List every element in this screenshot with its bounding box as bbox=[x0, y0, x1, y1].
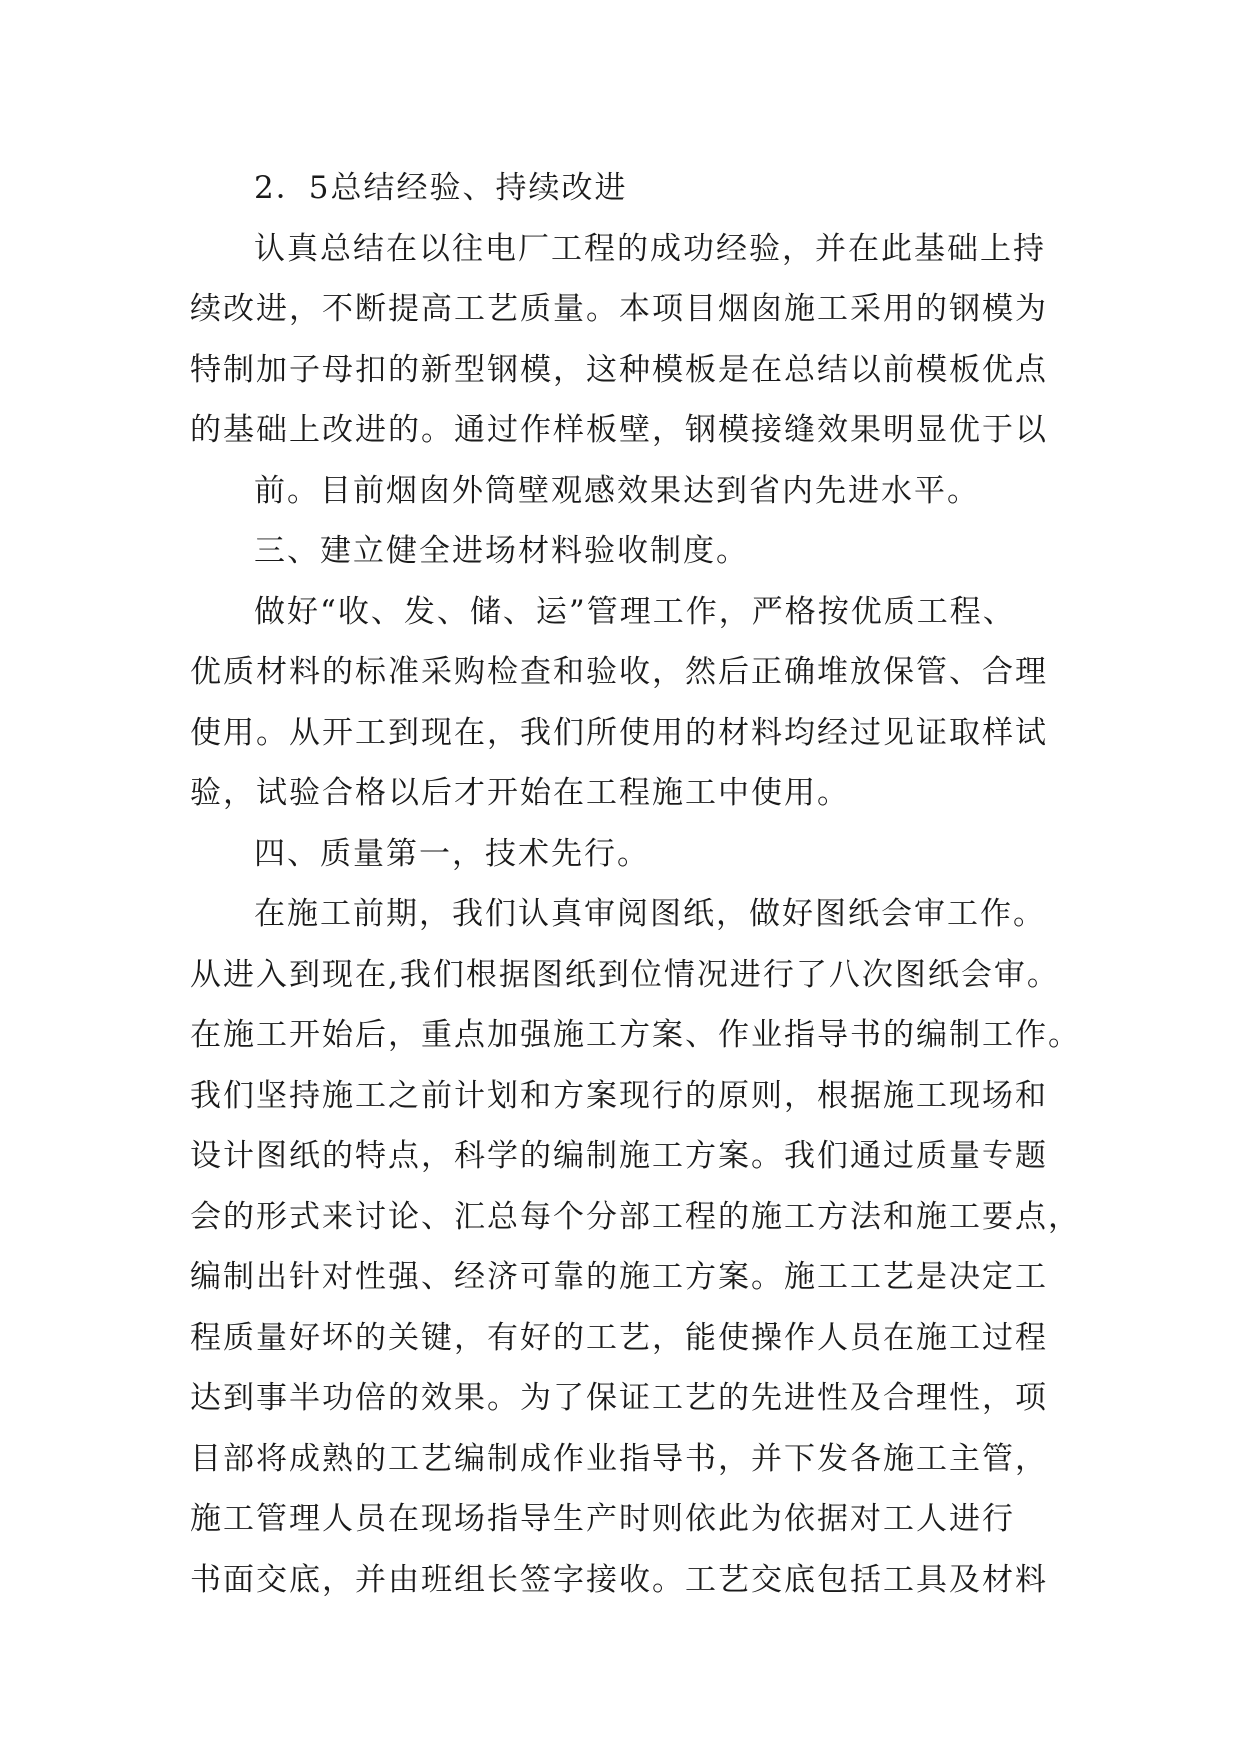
text-line: 会的形式来讨论、汇总每个分部工程的施工方法和施工要点， bbox=[190, 1198, 1081, 1235]
text-line: 在施工开始后，重点加强施工方案、作业指导书的编制工作。 bbox=[190, 1017, 1081, 1053]
text-line: 续改进，不断提高工艺质量。本项目烟囱施工采用的钢模为 bbox=[190, 291, 1048, 327]
text-line: 施工管理人员在现场指导生产时则依此为依据对工人进行 bbox=[190, 1501, 1015, 1537]
text-line: 达到事半功倍的效果。为了保证工艺的先进性及合理性，项 bbox=[190, 1380, 1048, 1416]
text-line: 优质材料的标准采购检查和验收，然后正确堆放保管、合理 bbox=[190, 654, 1048, 690]
text-line: 从进入到现在,我们根据图纸到位情况进行了八次图纸会审。 bbox=[190, 956, 1060, 993]
text-line: 目部将成熟的工艺编制成作业指导书，并下发各施工主管， bbox=[190, 1440, 1048, 1477]
text-line: 使用。从开工到现在，我们所使用的材料均经过见证取样试 bbox=[190, 714, 1048, 751]
text-line: 认真总结在以往电厂工程的成功经验，并在此基础上持 bbox=[254, 230, 1046, 267]
text-line: 我们坚持施工之前计划和方案现行的原则，根据施工现场和 bbox=[190, 1077, 1048, 1114]
text-line: 的基础上改进的。通过作样板壁，钢模接缝效果明显优于以 bbox=[190, 412, 1048, 448]
text-line: 编制出针对性强、经济可靠的施工方案。施工工艺是决定工 bbox=[190, 1259, 1048, 1295]
text-line: 四、质量第一，技术先行。 bbox=[254, 835, 650, 872]
text-line: 书面交底，并由班组长签字接收。工艺交底包括工具及材料 bbox=[190, 1561, 1048, 1598]
text-line: 前。目前烟囱外筒壁观感效果达到省内先进水平。 bbox=[254, 472, 980, 509]
text-line: 程质量好坏的关键，有好的工艺，能使操作人员在施工过程 bbox=[190, 1319, 1048, 1356]
text-line: 2．5总结经验、持续改进 bbox=[254, 170, 628, 206]
text-line: 做好“收、发、储、运”管理工作，严格按优质工程、 bbox=[254, 593, 1016, 630]
text-line: 三、建立健全进场材料验收制度。 bbox=[254, 533, 749, 569]
document-body bbox=[190, 158, 1081, 1610]
text-line: 设计图纸的特点，科学的编制施工方案。我们通过质量专题 bbox=[190, 1138, 1048, 1174]
text-line: 验，试验合格以后才开始在工程施工中使用。 bbox=[190, 775, 850, 811]
text-line: 在施工前期，我们认真审阅图纸，做好图纸会审工作。 bbox=[254, 896, 1046, 932]
text-line: 特制加子母扣的新型钢模，这种模板是在总结以前模板优点 bbox=[190, 351, 1048, 388]
